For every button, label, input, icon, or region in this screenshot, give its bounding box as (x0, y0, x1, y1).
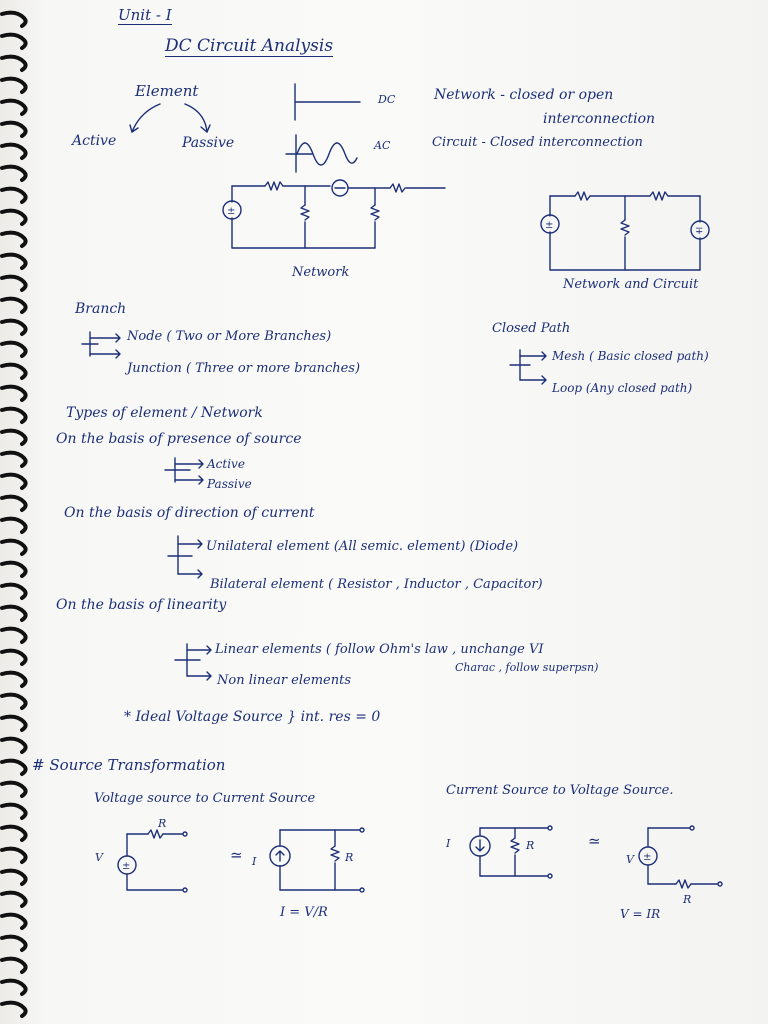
svg-text:∓: ∓ (695, 226, 704, 237)
label-r-3: R (526, 839, 535, 852)
type-passive: Passive (207, 477, 252, 491)
svg-text:±: ± (227, 206, 236, 217)
linearity-bracket (175, 644, 211, 680)
svg-text:±: ± (643, 852, 652, 863)
v-to-i-heading: Voltage source to Current Source (94, 791, 316, 806)
ac-label: AC (374, 139, 391, 152)
type-active: Active (207, 457, 245, 471)
network-and-circuit-diagram (541, 192, 709, 270)
approx-symbol-1: ≃ (230, 846, 243, 864)
label-i-1: I (252, 855, 257, 868)
svg-text:±: ± (122, 861, 131, 872)
linearity-basis: On the basis of linearity (56, 597, 227, 613)
unit-label: Unit - I (118, 6, 172, 24)
types-heading: Types of element / Network (66, 405, 263, 421)
label-i-2: I (446, 837, 451, 850)
element-passive: Passive (182, 135, 235, 151)
closed-path-heading: Closed Path (492, 321, 571, 336)
closed-path-bracket (510, 350, 546, 384)
svg-text:±: ± (545, 220, 554, 231)
branch-junction: Junction ( Three or more branches) (127, 361, 361, 376)
ac-symbol (286, 135, 357, 172)
closed-path-loop: Loop (Any closed path) (552, 381, 693, 395)
active-passive-bracket (165, 458, 203, 484)
label-r-1: R (158, 817, 167, 830)
ideal-source-note: * Ideal Voltage Source } int. res = 0 (124, 709, 381, 725)
dc-symbol (295, 84, 360, 120)
source-transformation-heading: # Source Transformation (32, 756, 226, 774)
label-v-1: V (95, 851, 103, 864)
approx-symbol-2: ≃ (588, 832, 601, 850)
network-definition: Network - closed or open (434, 87, 614, 103)
network-definition-cont: interconnection (543, 111, 656, 127)
closed-path-mesh: Mesh ( Basic closed path) (552, 349, 709, 363)
formula-v: V = IR (620, 907, 661, 921)
passive-arrow (185, 104, 207, 132)
network-and-circuit-caption: Network and Circuit (563, 277, 699, 292)
voltage-source-circuit (118, 830, 187, 892)
circuit-definition: Circuit - Closed interconnection (432, 135, 643, 150)
direction-basis: On the basis of direction of current (64, 505, 315, 521)
branch-bracket (82, 332, 120, 358)
label-r-4: R (683, 893, 692, 906)
voltage-source-circuit-2 (639, 826, 722, 888)
network-diagram (223, 180, 445, 248)
branch-heading: Branch (75, 301, 127, 317)
element-heading: Element (135, 82, 199, 100)
unilateral-element: Unilateral element (All semic. element) (Diode) (206, 539, 519, 554)
branch-node: Node ( Two or More Branches) (127, 329, 332, 344)
dc-label: DC (378, 93, 396, 106)
linear-note: Charac , follow superpsn) (455, 661, 599, 674)
label-v-2: V (626, 853, 634, 866)
bilateral-element: Bilateral element ( Resistor , Inductor , Capacitor) (210, 577, 543, 592)
direction-bracket (168, 536, 202, 578)
label-r-2: R (345, 851, 354, 864)
network-caption: Network (292, 265, 350, 280)
page-title: DC Circuit Analysis (165, 36, 334, 56)
element-active: Active (72, 133, 117, 149)
source-basis: On the basis of presence of source (56, 431, 302, 447)
current-source-circuit-2 (470, 826, 552, 878)
nonlinear-elements: Non linear elements (217, 673, 352, 688)
formula-i: I = V/R (280, 905, 328, 920)
i-to-v-heading: Current Source to Voltage Source. (446, 783, 674, 798)
linear-elements: Linear elements ( follow Ohm's law , unchange VI (215, 642, 544, 657)
active-arrow (132, 104, 160, 132)
